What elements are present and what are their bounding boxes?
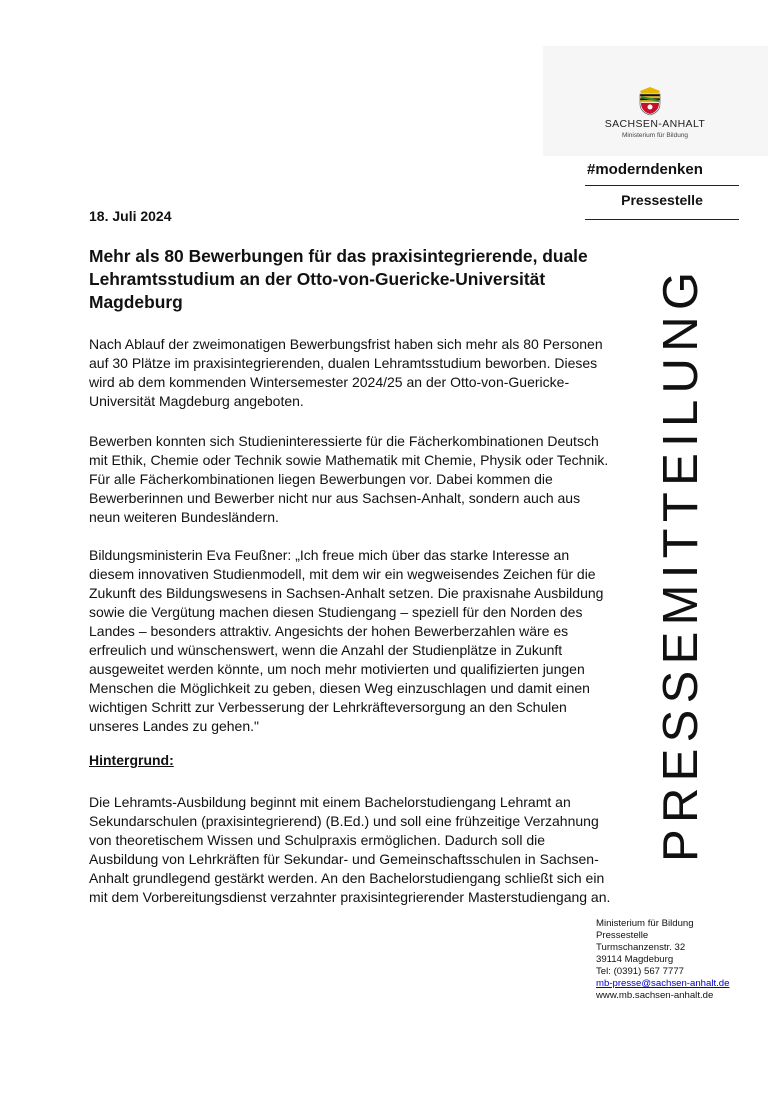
contact-office: Pressestelle bbox=[596, 930, 649, 941]
contact-phone: Tel: (0391) 567 7777 bbox=[596, 966, 685, 977]
paragraph-line: wichtigen Schritt zur Verbesserung der Lehrkräfteversorgung an den Schulen bbox=[89, 699, 567, 715]
contact-email-link[interactable]: mb-presse@sachsen-anhalt.de bbox=[596, 978, 730, 989]
paragraph-applicants bbox=[89, 432, 634, 527]
headline-line: Magdeburg bbox=[89, 292, 183, 312]
section-heading: Hintergrund: bbox=[89, 752, 174, 768]
paragraph-line: wird ab dem kommenden Wintersemester 2024/25 an der Otto-von-Guericke- bbox=[89, 374, 570, 390]
paragraph-line: mit dem Vorbereitungsdienst verzahnter praxisintegrierender Masterstudiengang an. bbox=[89, 889, 611, 905]
headline bbox=[89, 245, 629, 314]
paragraph-line: Nach Ablauf der zweimonatigen Bewerbungsfrist haben sich mehr als 80 Personen bbox=[89, 336, 603, 352]
paragraph-line: ausgeweitet werden könnte, um noch mehr motivierten und qualifizierten jungen bbox=[89, 661, 585, 677]
paragraph-line: Landes – besonders attraktiv. Angesichts der hohen Bewerberzahlen wäre es bbox=[89, 623, 569, 639]
contact-website: www.mb.sachsen-anhalt.de bbox=[596, 990, 714, 1001]
logo-subtitle: Ministerium für Bildung bbox=[621, 132, 689, 139]
press-date: 18. Juli 2024 bbox=[89, 208, 172, 224]
contact-street: Turmschanzenstr. 32 bbox=[596, 942, 686, 953]
paragraph-line: Zukunft des Bildungswesens in Sachsen-Anhalt setzen. Die praxisnahe Ausbildung bbox=[89, 585, 604, 601]
paragraph-line: Ausbildung von Lehrkräften für Sekundar- und Gemeinschaftsschulen in Sachsen- bbox=[89, 851, 599, 867]
contact-ministry: Ministerium für Bildung bbox=[596, 918, 694, 929]
paragraph-line: Menschen die Möglichkeit zu geben, diesen Weg einzuschlagen und damit einen bbox=[89, 680, 590, 696]
paragraph-line: Für alle Fächerkombinationen liegen Bewerbungen vor. Dabei kommen die bbox=[89, 471, 553, 487]
paragraph-line: Bildungsministerin Eva Feußner: „Ich freue mich über das starke Interesse an bbox=[89, 547, 570, 563]
paragraph-background bbox=[89, 793, 634, 907]
paragraph-line: Die Lehramts-Ausbildung beginnt mit einem Bachelorstudiengang Lehramt an bbox=[89, 794, 571, 810]
paragraph-quote bbox=[89, 546, 634, 736]
paragraph-line: Universität Magdeburg angeboten. bbox=[89, 393, 304, 409]
headline-line: Lehramtsstudium an der Otto-von-Guericke-Universität bbox=[89, 269, 546, 289]
paragraph-line: neun weiteren Bundesländern. bbox=[89, 509, 279, 525]
office-label: Pressestelle bbox=[621, 192, 703, 208]
paragraph-line: Bewerben konnten sich Studieninteressierte für die Fächerkombinationen Deutsch bbox=[89, 433, 599, 449]
paragraph-line: erfreulich und wünschenswert, wenn die Anzahl der Studienplätze in Zukunft bbox=[89, 642, 563, 658]
hashtag: #moderndenken bbox=[587, 161, 703, 178]
divider-bottom bbox=[585, 219, 739, 220]
paragraph-line: auf 30 Plätze im praxisintegrierenden, dualen Lehramtsstudium beworben. Dieses bbox=[89, 355, 598, 371]
paragraph-line: unseres Landes zu gehen." bbox=[89, 718, 259, 734]
contact-city: 39114 Magdeburg bbox=[596, 954, 674, 965]
paragraph-line: sowie die Vergütung machen diesen Studiengang – speziell für den Norden des bbox=[89, 604, 583, 620]
paragraph-line: mit Ethik, Chemie oder Technik sowie Mathematik mit Chemie, Physik oder Technik. bbox=[89, 452, 609, 468]
coat-of-arms-icon bbox=[637, 86, 663, 116]
logo-name: SACHSEN-ANHALT bbox=[604, 118, 706, 130]
paragraph-line: von theoretischem Wissen und Schulpraxis ermöglichen. Dadurch soll die bbox=[89, 832, 545, 848]
paragraph-line: Anhalt grundlegend gestärkt werden. An den Bachelorstudiengang schließt sich ein bbox=[89, 870, 605, 886]
headline-line: Mehr als 80 Bewerbungen für das praxisintegrierende, duale bbox=[89, 246, 588, 266]
paragraph-line: Bewerberinnen und Bewerber nicht nur aus Sachsen-Anhalt, sondern auch aus bbox=[89, 490, 581, 506]
vertical-title: PRESSEMITTEILUNG bbox=[654, 265, 708, 862]
divider-top bbox=[585, 185, 739, 186]
paragraph-line: diesem innovativen Studienmodell, mit dem wir ein wegweisendes Zeichen für die bbox=[89, 566, 596, 582]
paragraph-intro bbox=[89, 335, 634, 411]
contact-block bbox=[596, 918, 729, 1002]
paragraph-line: Sekundarschulen (praxisintegrierend) (B.Ed.) und soll eine frühzeitige Verzahnung bbox=[89, 813, 599, 829]
